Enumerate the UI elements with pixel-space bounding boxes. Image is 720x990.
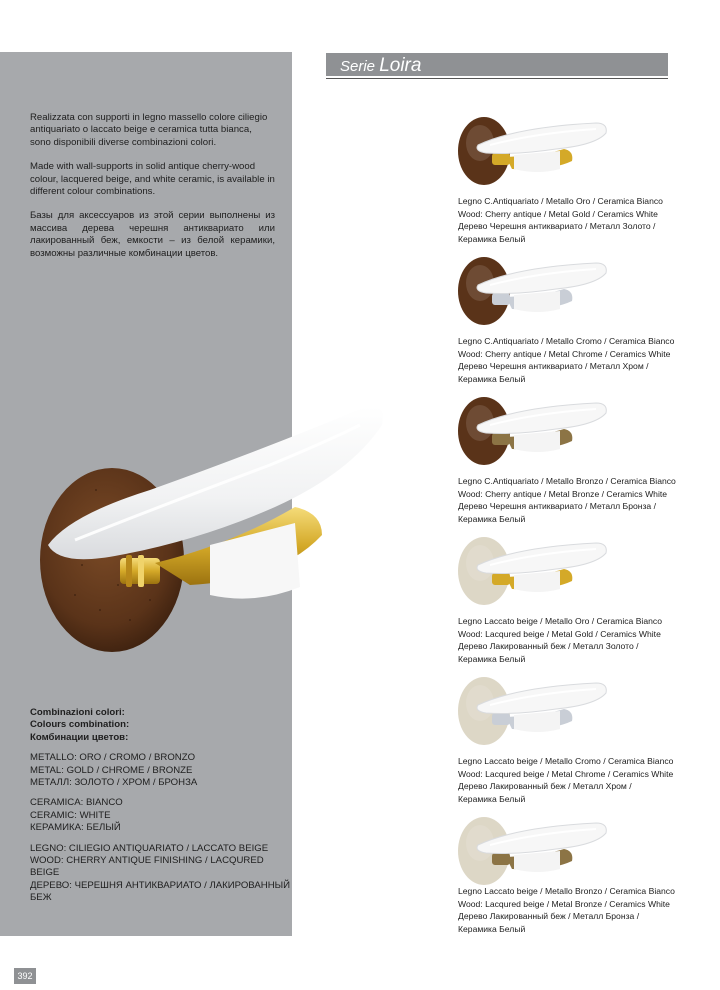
- variant-caption-ru: Дерево Лакированный беж / Металл Золото /: [458, 641, 639, 652]
- ceramic-option-ru: КЕРАМИКА: БЕЛЫЙ: [30, 822, 121, 834]
- combinations-heading-en: Colours combination:: [30, 719, 130, 731]
- variant-caption-ru-cont: Керамика Белый: [458, 513, 526, 524]
- intro-italian: Realizzata con supporti in legno massello colore ciliegio antiquariato o laccato beige e ceramica tutta bianca, sono disponibili diverse combinazioni colori.: [30, 112, 268, 148]
- hero-soap-dish-image: [30, 395, 390, 665]
- combinations-heading-ru: Комбинации цветов:: [30, 731, 129, 743]
- variant-caption-en: Wood: Lacqured beige / Metal Bronze / Ceramics White: [458, 898, 670, 909]
- metal-options: [30, 752, 292, 789]
- wood-option-en: WOOD: CHERRY ANTIQUE FINISHING / LACQURED BEIGE: [30, 855, 264, 879]
- variant-caption-ru: Дерево Лакированный беж / Металл Хром /: [458, 781, 632, 792]
- variant-caption-ru: Дерево Черешня антиквариато / Металл Бронза /: [458, 501, 656, 512]
- variant-caption-it: Legno Laccato beige / Metallo Oro / Ceramica Bianco: [458, 616, 662, 626]
- soap-dish-thumbnail: [456, 675, 616, 753]
- intro-russian: Базы для аксессуаров из этой серии выполнены из массива дерева черешня антиквариато или лакированный беж, емкости – из белой керамики, возможны различные комбинации цветов.: [30, 210, 275, 259]
- ceramic-holder: [514, 431, 560, 452]
- variant-caption-en: Wood: Lacqured beige / Metal Chrome / Ceramics White: [458, 768, 674, 779]
- variant-caption-ru-cont: Керамика Белый: [458, 793, 526, 804]
- combinations-heading-it: Combinazioni colori:: [30, 707, 125, 718]
- metal-option-it: METALLO: ORO / CROMO / BRONZO: [30, 752, 196, 764]
- page-number: 392: [14, 968, 36, 984]
- variant-caption-it: Legno C.Antiquariato / Metallo Oro / Ceramica Bianco: [458, 196, 663, 206]
- ceramic-holder: [514, 151, 560, 172]
- variant-caption-ru: Дерево Лакированный беж / Металл Бронза /: [458, 911, 640, 922]
- ceramic-option-en: CERAMIC: WHITE: [30, 809, 111, 821]
- variant-caption-en: Wood: Cherry antique / Metal Gold / Ceramics White: [458, 208, 658, 219]
- colour-combinations: [30, 707, 292, 905]
- wood-options: [30, 843, 292, 905]
- metal-option-ru: МЕТАЛЛ: ЗОЛОТО / ХРОМ / БРОНЗА: [30, 777, 198, 789]
- series-title: [340, 53, 421, 76]
- variant-caption-ru-cont: Керамика Белый: [458, 233, 526, 244]
- ceramic-holder: [514, 851, 560, 872]
- variant-caption-ru-cont: Керамика Белый: [458, 373, 526, 384]
- variant-caption-it: Legno C.Antiquariato / Metallo Bronzo / Ceramica Bianco: [458, 476, 676, 486]
- variant-caption-en: Wood: Lacqured beige / Metal Gold / Ceramics White: [458, 628, 661, 639]
- wood-option-ru: ДЕРЕВО: ЧЕРЕШНЯ АНТИКВАРИАТО / ЛАКИРОВАННЫЙ БЕЖ: [30, 879, 291, 904]
- ceramic-option-it: CERAMICA: BIANCO: [30, 797, 123, 809]
- ceramic-holder: [514, 571, 560, 592]
- variant-caption-it: Legno Laccato beige / Metallo Bronzo / Ceramica Bianco: [458, 886, 675, 896]
- ceramic-options: [30, 797, 292, 834]
- variant-caption-ru: Дерево Черешня антиквариато / Металл Золото /: [458, 221, 656, 232]
- ceramic-holder: [514, 291, 560, 312]
- series-prefix: Serie: [340, 58, 376, 75]
- variant-caption-ru-cont: Керамика Белый: [458, 923, 526, 934]
- metal-option-en: METAL: GOLD / CHROME / BRONZE: [30, 764, 193, 776]
- variant-caption-ru-cont: Керамика Белый: [458, 653, 526, 664]
- series-name: Loira: [379, 55, 422, 76]
- variant-caption-it: Legno Laccato beige / Metallo Cromo / Ceramica Bianco: [458, 756, 674, 766]
- variant-caption-it: Legno C.Antiquariato / Metallo Cromo / Ceramica Bianco: [458, 336, 675, 346]
- soap-dish-thumbnail: [456, 815, 616, 893]
- soap-dish-thumbnail: [456, 115, 616, 193]
- series-underline: [326, 78, 668, 79]
- variant-caption-en: Wood: Cherry antique / Metal Bronze / Ceramics White: [458, 488, 668, 499]
- variant-caption-ru: Дерево Черешня антиквариато / Металл Хром /: [458, 361, 649, 372]
- soap-dish-thumbnail: [456, 395, 616, 473]
- variant-caption-en: Wood: Cherry antique / Metal Chrome / Ceramics White: [458, 348, 671, 359]
- ceramic-holder: [514, 711, 560, 732]
- intro-text: [30, 112, 275, 272]
- soap-dish-thumbnail: [456, 535, 616, 613]
- soap-dish-thumbnail: [456, 255, 616, 333]
- intro-english: Made with wall-supports in solid antique cherry-wood colour, lacquered beige, and white ceramic, is available in different colour combinations.: [30, 161, 275, 198]
- wood-option-it: LEGNO: CILIEGIO ANTIQUARIATO / LACCATO BEIGE: [30, 842, 269, 854]
